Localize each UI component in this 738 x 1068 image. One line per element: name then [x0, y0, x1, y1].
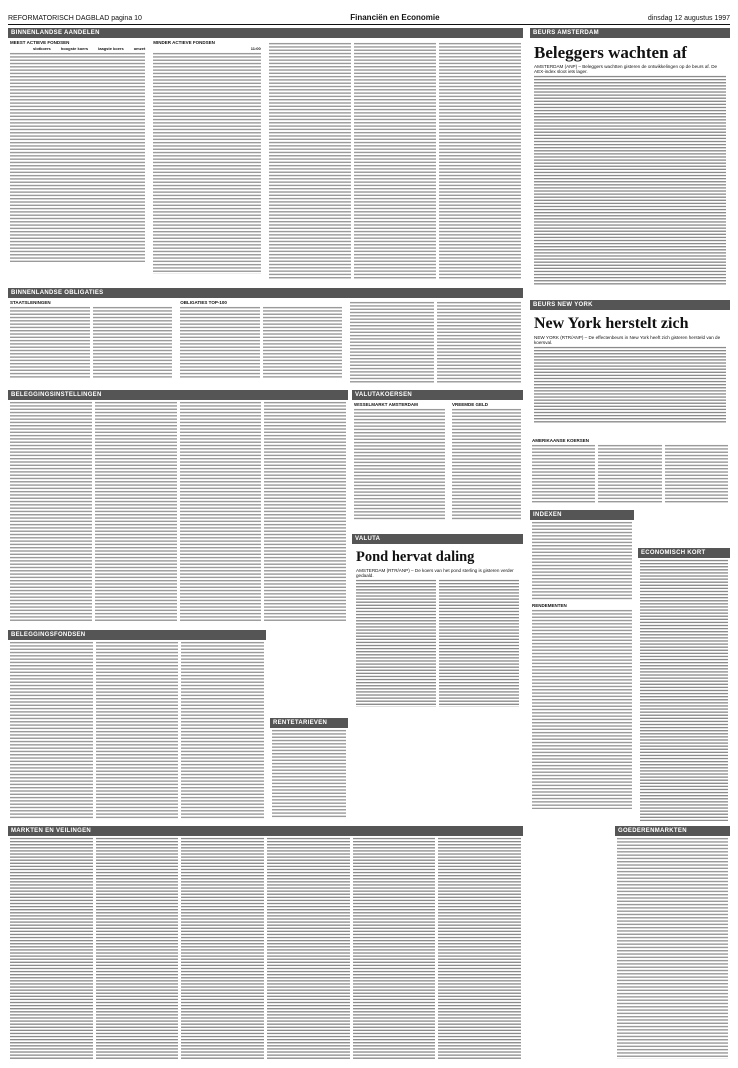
- economisch-kort-section: [638, 548, 730, 824]
- section-header: BEURS NEW YORK: [530, 300, 730, 310]
- col-slotkoers: slotkoers: [33, 46, 51, 51]
- market-reports: [10, 837, 521, 1059]
- table-rows: [617, 837, 728, 1059]
- masthead: [8, 8, 730, 25]
- col-laagste: laagste koers: [98, 46, 124, 51]
- section-header: VALUTA: [352, 534, 523, 544]
- obligaties-top-heading: OBLIGATIES TOP-100: [180, 300, 227, 305]
- article-headline[interactable]: Pond hervat daling: [356, 549, 475, 565]
- article-lead: AMSTERDAM (ANP) – Beleggers wachtten gisteren de ontwikkelingen op de beurs af. De AEX-index sloot iets lager.: [534, 64, 718, 75]
- col-omzet: omzet: [133, 46, 146, 51]
- valuta-section: [352, 534, 523, 714]
- table-rows: [354, 408, 445, 520]
- binnenlandse-aandelen-section: [8, 28, 523, 283]
- minder-actieve-heading: MINDER ACTIEVE FONDSEN: [153, 40, 215, 45]
- amerikaanse-koersen-heading: AMERIKAANSE KOERSEN: [532, 438, 590, 443]
- section-header: BELEGGINGSFONDSEN: [8, 630, 266, 640]
- meest-actieve-heading: MEEST ACTIEVE FONDSEN: [10, 40, 70, 45]
- article-text: [640, 559, 728, 821]
- article-body: [356, 568, 519, 707]
- wisselmarkt-heading: WISSELMARKT AMSTERDAM: [354, 402, 418, 407]
- section-header: RENTETARIEVEN: [270, 718, 348, 728]
- table-rows: [452, 408, 521, 520]
- article-text: [356, 579, 519, 707]
- vreemde-geld-heading: VREEMDE GELD: [451, 402, 488, 407]
- table-rows: [532, 444, 728, 504]
- table-rows: [269, 42, 521, 280]
- article-lead: NEW YORK (RTR/ANP) – De effectenbeurs in New York heeft zich gisteren hersteld van de koersval.: [534, 335, 721, 346]
- masthead-section-title: Financiën en Economie: [350, 13, 440, 22]
- beurs-newyork-section: [530, 300, 730, 432]
- goederenmarkten-section: [615, 826, 730, 1062]
- beleggingsinstellingen-section: [8, 390, 348, 625]
- article-lead: AMSTERDAM (RTR/ANP) – De koers van het pond sterling is gisteren verder gedaald.: [356, 567, 514, 578]
- indexen-section: [530, 510, 634, 824]
- section-header: BINNENLANDSE AANDELEN: [8, 28, 523, 38]
- section-header: BELEGGINGSINSTELLINGEN: [8, 390, 348, 400]
- masthead-left: REFORMATORISCH DAGBLAD pagina 10: [8, 15, 142, 22]
- valutakoersen-section: [352, 390, 523, 530]
- article-body: [534, 335, 726, 424]
- table-rows: [10, 641, 264, 819]
- markten-en-veilingen-section: [8, 826, 523, 1062]
- masthead-date: dinsdag 12 augustus 1997: [647, 15, 730, 22]
- table-rows: [272, 729, 346, 819]
- table-rows: [10, 52, 145, 262]
- section-header: BEURS AMSTERDAM: [530, 28, 730, 38]
- table-rows: [180, 306, 342, 378]
- table-rows: [532, 609, 632, 809]
- section-header: VALUTAKOERSEN: [352, 390, 523, 400]
- section-header: BINNENLANDSE OBLIGATIES: [8, 288, 523, 298]
- table-rows: [153, 52, 260, 274]
- section-header: MARKTEN EN VEILINGEN: [8, 826, 523, 836]
- article-headline[interactable]: New York herstelt zich: [534, 315, 689, 332]
- staatsleningen-heading: STAATSLENINGEN: [10, 300, 51, 305]
- rendementen-heading: RENDEMENTEN: [532, 603, 567, 608]
- table-rows: [10, 401, 346, 621]
- article-body: [534, 64, 726, 285]
- beleggingsfondsen-section: [8, 630, 266, 822]
- article-headline[interactable]: Beleggers wachten af: [534, 43, 687, 62]
- section-header: INDEXEN: [530, 510, 634, 520]
- article-text: [534, 75, 726, 285]
- amerikaanse-koersen-section: [530, 436, 730, 506]
- rentetarieven-section: [270, 718, 348, 822]
- col-hoogste: hoogste koers: [60, 46, 89, 51]
- table-column-headers: [10, 46, 145, 51]
- time-header: 11:00: [250, 46, 261, 51]
- binnenlandse-obligaties-section: [8, 288, 523, 386]
- table-rows: [10, 306, 172, 378]
- article-text: [534, 346, 726, 424]
- section-header: ECONOMISCH KORT: [638, 548, 730, 558]
- section-header: GOEDERENMARKTEN: [615, 826, 730, 836]
- table-rows: [532, 521, 632, 601]
- beurs-amsterdam-section: [530, 28, 730, 296]
- table-rows: [350, 301, 521, 383]
